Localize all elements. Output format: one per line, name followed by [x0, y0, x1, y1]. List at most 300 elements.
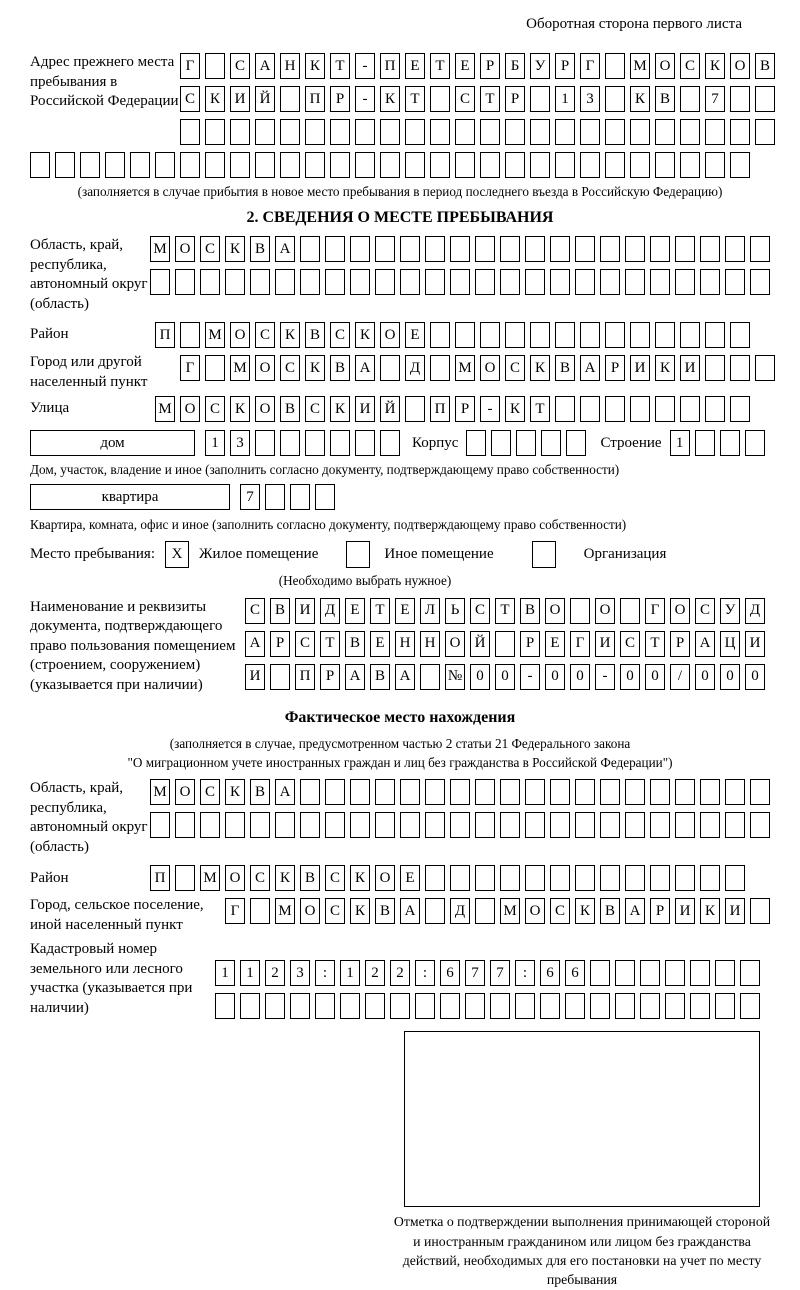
- char-cell[interactable]: К: [355, 322, 375, 348]
- char-cell[interactable]: А: [245, 631, 265, 657]
- char-cell[interactable]: Р: [670, 631, 690, 657]
- char-cell[interactable]: [725, 865, 745, 891]
- char-cell[interactable]: Р: [320, 664, 340, 690]
- char-cell[interactable]: П: [430, 396, 450, 422]
- char-cell[interactable]: [730, 119, 750, 145]
- char-cell[interactable]: К: [205, 86, 225, 112]
- char-cell[interactable]: С: [200, 779, 220, 805]
- char-cell[interactable]: [730, 86, 750, 112]
- char-cell[interactable]: П: [155, 322, 175, 348]
- char-cell[interactable]: [550, 779, 570, 805]
- char-cell[interactable]: Д: [450, 898, 470, 924]
- char-cell[interactable]: [695, 430, 715, 456]
- char-cell[interactable]: 1: [340, 960, 360, 986]
- char-cell[interactable]: В: [520, 598, 540, 624]
- char-cell[interactable]: [620, 598, 640, 624]
- char-cell[interactable]: [455, 119, 475, 145]
- char-cell[interactable]: [625, 865, 645, 891]
- char-cell[interactable]: О: [670, 598, 690, 624]
- char-cell[interactable]: [425, 236, 445, 262]
- char-cell[interactable]: [225, 269, 245, 295]
- char-cell[interactable]: 7: [240, 484, 260, 510]
- char-cell[interactable]: А: [355, 355, 375, 381]
- char-cell[interactable]: [700, 236, 720, 262]
- char-cell[interactable]: №: [445, 664, 465, 690]
- char-cell[interactable]: [630, 119, 650, 145]
- char-cell[interactable]: С: [280, 355, 300, 381]
- char-cell[interactable]: Е: [405, 322, 425, 348]
- char-cell[interactable]: [516, 430, 536, 456]
- char-cell[interactable]: И: [230, 86, 250, 112]
- char-cell[interactable]: [405, 152, 425, 178]
- char-cell[interactable]: [350, 779, 370, 805]
- char-cell[interactable]: [250, 898, 270, 924]
- char-cell[interactable]: [755, 119, 775, 145]
- char-cell[interactable]: [580, 152, 600, 178]
- char-cell[interactable]: О: [255, 355, 275, 381]
- char-cell[interactable]: М: [155, 396, 175, 422]
- char-cell[interactable]: [655, 322, 675, 348]
- char-cell[interactable]: С: [200, 236, 220, 262]
- char-cell[interactable]: Е: [400, 865, 420, 891]
- char-cell[interactable]: [725, 812, 745, 838]
- char-cell[interactable]: [650, 812, 670, 838]
- char-cell[interactable]: [675, 865, 695, 891]
- char-cell[interactable]: [575, 812, 595, 838]
- char-cell[interactable]: [130, 152, 150, 178]
- char-cell[interactable]: [640, 960, 660, 986]
- char-cell[interactable]: [665, 960, 685, 986]
- char-cell[interactable]: [330, 119, 350, 145]
- char-cell[interactable]: [525, 812, 545, 838]
- char-cell[interactable]: О: [545, 598, 565, 624]
- char-cell[interactable]: 2: [365, 960, 385, 986]
- char-cell[interactable]: [705, 152, 725, 178]
- char-cell[interactable]: [450, 269, 470, 295]
- char-cell[interactable]: [300, 269, 320, 295]
- char-cell[interactable]: Д: [320, 598, 340, 624]
- char-cell[interactable]: [690, 993, 710, 1019]
- char-cell[interactable]: [565, 993, 585, 1019]
- char-cell[interactable]: Р: [520, 631, 540, 657]
- char-cell[interactable]: П: [380, 53, 400, 79]
- char-cell[interactable]: [550, 812, 570, 838]
- char-cell[interactable]: [350, 269, 370, 295]
- char-cell[interactable]: С: [325, 865, 345, 891]
- char-cell[interactable]: [205, 53, 225, 79]
- char-cell[interactable]: [750, 779, 770, 805]
- char-cell[interactable]: [680, 322, 700, 348]
- char-cell[interactable]: [530, 152, 550, 178]
- char-cell[interactable]: М: [630, 53, 650, 79]
- char-cell[interactable]: [280, 119, 300, 145]
- char-cell[interactable]: 0: [570, 664, 590, 690]
- char-cell[interactable]: 3: [290, 960, 310, 986]
- char-cell[interactable]: [475, 236, 495, 262]
- char-cell[interactable]: [175, 812, 195, 838]
- char-cell[interactable]: М: [455, 355, 475, 381]
- char-cell[interactable]: К: [225, 236, 245, 262]
- char-cell[interactable]: Г: [645, 598, 665, 624]
- char-cell[interactable]: Н: [395, 631, 415, 657]
- char-cell[interactable]: 7: [490, 960, 510, 986]
- char-cell[interactable]: [505, 119, 525, 145]
- char-cell[interactable]: [330, 152, 350, 178]
- char-cell[interactable]: [630, 152, 650, 178]
- char-cell[interactable]: [675, 779, 695, 805]
- checkbox-organizaciya[interactable]: [532, 541, 556, 568]
- char-cell[interactable]: С: [255, 322, 275, 348]
- char-cell[interactable]: [600, 269, 620, 295]
- char-cell[interactable]: Г: [580, 53, 600, 79]
- char-cell[interactable]: 1: [205, 430, 225, 456]
- char-cell[interactable]: [400, 269, 420, 295]
- char-cell[interactable]: О: [525, 898, 545, 924]
- char-cell[interactable]: В: [755, 53, 775, 79]
- char-cell[interactable]: [675, 236, 695, 262]
- char-cell[interactable]: [175, 865, 195, 891]
- char-cell[interactable]: К: [350, 898, 370, 924]
- char-cell[interactable]: Н: [420, 631, 440, 657]
- char-cell[interactable]: :: [415, 960, 435, 986]
- char-cell[interactable]: [455, 322, 475, 348]
- char-cell[interactable]: 0: [720, 664, 740, 690]
- char-cell[interactable]: 3: [230, 430, 250, 456]
- char-cell[interactable]: Т: [645, 631, 665, 657]
- char-cell[interactable]: С: [620, 631, 640, 657]
- char-cell[interactable]: В: [280, 396, 300, 422]
- char-cell[interactable]: [605, 152, 625, 178]
- char-cell[interactable]: С: [250, 865, 270, 891]
- char-cell[interactable]: [305, 430, 325, 456]
- char-cell[interactable]: М: [150, 236, 170, 262]
- char-cell[interactable]: [230, 152, 250, 178]
- char-cell[interactable]: [180, 152, 200, 178]
- char-cell[interactable]: С: [325, 898, 345, 924]
- char-cell[interactable]: [650, 779, 670, 805]
- char-cell[interactable]: 0: [620, 664, 640, 690]
- char-cell[interactable]: [480, 322, 500, 348]
- char-cell[interactable]: [300, 236, 320, 262]
- char-cell[interactable]: Й: [380, 396, 400, 422]
- char-cell[interactable]: [175, 269, 195, 295]
- char-cell[interactable]: [500, 865, 520, 891]
- char-cell[interactable]: П: [295, 664, 315, 690]
- char-cell[interactable]: К: [380, 86, 400, 112]
- char-cell[interactable]: [745, 430, 765, 456]
- char-cell[interactable]: С: [505, 355, 525, 381]
- char-cell[interactable]: [730, 396, 750, 422]
- char-cell[interactable]: [315, 993, 335, 1019]
- char-cell[interactable]: [715, 960, 735, 986]
- char-cell[interactable]: [440, 993, 460, 1019]
- char-cell[interactable]: М: [230, 355, 250, 381]
- char-cell[interactable]: С: [470, 598, 490, 624]
- char-cell[interactable]: [450, 236, 470, 262]
- char-cell[interactable]: К: [225, 779, 245, 805]
- char-cell[interactable]: [215, 993, 235, 1019]
- char-cell[interactable]: [550, 236, 570, 262]
- char-cell[interactable]: [400, 779, 420, 805]
- char-cell[interactable]: [725, 269, 745, 295]
- char-cell[interactable]: [700, 269, 720, 295]
- char-cell[interactable]: Е: [545, 631, 565, 657]
- char-cell[interactable]: [550, 269, 570, 295]
- char-cell[interactable]: [600, 812, 620, 838]
- char-cell[interactable]: Г: [225, 898, 245, 924]
- char-cell[interactable]: А: [275, 236, 295, 262]
- checkbox-inoe[interactable]: [346, 541, 370, 568]
- char-cell[interactable]: А: [345, 664, 365, 690]
- char-cell[interactable]: [290, 484, 310, 510]
- char-cell[interactable]: [500, 779, 520, 805]
- char-cell[interactable]: [515, 993, 535, 1019]
- char-cell[interactable]: [280, 430, 300, 456]
- char-cell[interactable]: Р: [650, 898, 670, 924]
- char-cell[interactable]: С: [180, 86, 200, 112]
- char-cell[interactable]: И: [245, 664, 265, 690]
- char-cell[interactable]: 0: [695, 664, 715, 690]
- char-cell[interactable]: С: [245, 598, 265, 624]
- char-cell[interactable]: :: [315, 960, 335, 986]
- char-cell[interactable]: [450, 865, 470, 891]
- char-cell[interactable]: А: [400, 898, 420, 924]
- char-cell[interactable]: [390, 993, 410, 1019]
- char-cell[interactable]: К: [230, 396, 250, 422]
- char-cell[interactable]: [375, 236, 395, 262]
- char-cell[interactable]: Е: [395, 598, 415, 624]
- char-cell[interactable]: В: [250, 779, 270, 805]
- char-cell[interactable]: [495, 631, 515, 657]
- char-cell[interactable]: К: [305, 355, 325, 381]
- char-cell[interactable]: [630, 322, 650, 348]
- char-cell[interactable]: [555, 119, 575, 145]
- char-cell[interactable]: О: [230, 322, 250, 348]
- char-cell[interactable]: 0: [495, 664, 515, 690]
- char-cell[interactable]: [755, 355, 775, 381]
- char-cell[interactable]: [640, 993, 660, 1019]
- char-cell[interactable]: И: [630, 355, 650, 381]
- char-cell[interactable]: -: [480, 396, 500, 422]
- char-cell[interactable]: В: [330, 355, 350, 381]
- char-cell[interactable]: [600, 865, 620, 891]
- char-cell[interactable]: 1: [555, 86, 575, 112]
- char-cell[interactable]: -: [595, 664, 615, 690]
- char-cell[interactable]: [425, 812, 445, 838]
- char-cell[interactable]: [615, 960, 635, 986]
- char-cell[interactable]: [730, 322, 750, 348]
- char-cell[interactable]: [420, 664, 440, 690]
- char-cell[interactable]: [541, 430, 561, 456]
- char-cell[interactable]: М: [150, 779, 170, 805]
- checkbox-zhiloe[interactable]: X: [165, 541, 189, 568]
- char-cell[interactable]: [675, 812, 695, 838]
- char-cell[interactable]: И: [745, 631, 765, 657]
- char-cell[interactable]: П: [305, 86, 325, 112]
- char-cell[interactable]: 0: [645, 664, 665, 690]
- char-cell[interactable]: [280, 86, 300, 112]
- char-cell[interactable]: [300, 812, 320, 838]
- char-cell[interactable]: П: [150, 865, 170, 891]
- char-cell[interactable]: Р: [605, 355, 625, 381]
- char-cell[interactable]: О: [255, 396, 275, 422]
- char-cell[interactable]: В: [305, 322, 325, 348]
- char-cell[interactable]: [305, 119, 325, 145]
- char-cell[interactable]: [705, 322, 725, 348]
- char-cell[interactable]: С: [205, 396, 225, 422]
- char-cell[interactable]: К: [530, 355, 550, 381]
- char-cell[interactable]: [590, 960, 610, 986]
- char-cell[interactable]: Д: [405, 355, 425, 381]
- char-cell[interactable]: [615, 993, 635, 1019]
- char-cell[interactable]: [690, 960, 710, 986]
- char-cell[interactable]: [375, 812, 395, 838]
- char-cell[interactable]: [150, 269, 170, 295]
- char-cell[interactable]: Т: [495, 598, 515, 624]
- char-cell[interactable]: Р: [555, 53, 575, 79]
- char-cell[interactable]: [655, 152, 675, 178]
- char-cell[interactable]: [700, 812, 720, 838]
- char-cell[interactable]: 0: [545, 664, 565, 690]
- char-cell[interactable]: [720, 430, 740, 456]
- char-cell[interactable]: [655, 119, 675, 145]
- char-cell[interactable]: [375, 779, 395, 805]
- char-cell[interactable]: [205, 152, 225, 178]
- char-cell[interactable]: [750, 812, 770, 838]
- char-cell[interactable]: [530, 119, 550, 145]
- char-cell[interactable]: [200, 269, 220, 295]
- char-cell[interactable]: Т: [320, 631, 340, 657]
- char-cell[interactable]: [430, 119, 450, 145]
- char-cell[interactable]: [325, 236, 345, 262]
- char-cell[interactable]: К: [575, 898, 595, 924]
- char-cell[interactable]: [415, 993, 435, 1019]
- char-cell[interactable]: [255, 430, 275, 456]
- char-cell[interactable]: [540, 993, 560, 1019]
- char-cell[interactable]: К: [655, 355, 675, 381]
- char-cell[interactable]: О: [300, 898, 320, 924]
- char-cell[interactable]: [315, 484, 335, 510]
- char-cell[interactable]: А: [395, 664, 415, 690]
- char-cell[interactable]: К: [275, 865, 295, 891]
- char-cell[interactable]: [500, 269, 520, 295]
- char-cell[interactable]: [530, 86, 550, 112]
- char-cell[interactable]: [355, 119, 375, 145]
- char-cell[interactable]: [30, 152, 50, 178]
- char-cell[interactable]: [305, 152, 325, 178]
- char-cell[interactable]: [680, 396, 700, 422]
- char-cell[interactable]: С: [330, 322, 350, 348]
- char-cell[interactable]: [400, 812, 420, 838]
- char-cell[interactable]: И: [295, 598, 315, 624]
- char-cell[interactable]: [600, 779, 620, 805]
- char-cell[interactable]: С: [455, 86, 475, 112]
- char-cell[interactable]: В: [300, 865, 320, 891]
- char-cell[interactable]: 1: [240, 960, 260, 986]
- char-cell[interactable]: [530, 322, 550, 348]
- char-cell[interactable]: [255, 119, 275, 145]
- char-cell[interactable]: И: [355, 396, 375, 422]
- char-cell[interactable]: С: [305, 396, 325, 422]
- char-cell[interactable]: [105, 152, 125, 178]
- char-cell[interactable]: [740, 960, 760, 986]
- char-cell[interactable]: [500, 236, 520, 262]
- char-cell[interactable]: [525, 865, 545, 891]
- char-cell[interactable]: [715, 993, 735, 1019]
- char-cell[interactable]: В: [655, 86, 675, 112]
- char-cell[interactable]: [230, 119, 250, 145]
- char-cell[interactable]: О: [380, 322, 400, 348]
- char-cell[interactable]: К: [705, 53, 725, 79]
- char-cell[interactable]: Р: [270, 631, 290, 657]
- char-cell[interactable]: -: [355, 53, 375, 79]
- char-cell[interactable]: А: [580, 355, 600, 381]
- char-cell[interactable]: О: [180, 396, 200, 422]
- char-cell[interactable]: [350, 236, 370, 262]
- char-cell[interactable]: [265, 993, 285, 1019]
- char-cell[interactable]: [625, 812, 645, 838]
- char-cell[interactable]: [205, 355, 225, 381]
- char-cell[interactable]: [430, 86, 450, 112]
- char-cell[interactable]: 6: [565, 960, 585, 986]
- char-cell[interactable]: Т: [330, 53, 350, 79]
- char-cell[interactable]: А: [695, 631, 715, 657]
- char-cell[interactable]: [380, 430, 400, 456]
- char-cell[interactable]: [505, 322, 525, 348]
- char-cell[interactable]: [705, 396, 725, 422]
- char-cell[interactable]: Г: [180, 355, 200, 381]
- char-cell[interactable]: -: [520, 664, 540, 690]
- char-cell[interactable]: О: [225, 865, 245, 891]
- char-cell[interactable]: :: [515, 960, 535, 986]
- char-cell[interactable]: М: [200, 865, 220, 891]
- char-cell[interactable]: О: [595, 598, 615, 624]
- char-cell[interactable]: К: [630, 86, 650, 112]
- char-cell[interactable]: Т: [405, 86, 425, 112]
- char-cell[interactable]: [525, 779, 545, 805]
- char-cell[interactable]: [605, 396, 625, 422]
- char-cell[interactable]: [225, 812, 245, 838]
- char-cell[interactable]: [740, 993, 760, 1019]
- char-cell[interactable]: 3: [580, 86, 600, 112]
- char-cell[interactable]: [325, 269, 345, 295]
- char-cell[interactable]: [425, 865, 445, 891]
- char-cell[interactable]: [600, 236, 620, 262]
- char-cell[interactable]: О: [375, 865, 395, 891]
- char-cell[interactable]: [605, 53, 625, 79]
- char-cell[interactable]: И: [725, 898, 745, 924]
- char-cell[interactable]: [750, 269, 770, 295]
- char-cell[interactable]: Д: [745, 598, 765, 624]
- char-cell[interactable]: [750, 236, 770, 262]
- char-cell[interactable]: [680, 119, 700, 145]
- char-cell[interactable]: 6: [440, 960, 460, 986]
- char-cell[interactable]: [490, 993, 510, 1019]
- char-cell[interactable]: И: [680, 355, 700, 381]
- char-cell[interactable]: [480, 152, 500, 178]
- char-cell[interactable]: Р: [455, 396, 475, 422]
- char-cell[interactable]: 6: [540, 960, 560, 986]
- char-cell[interactable]: Л: [420, 598, 440, 624]
- char-cell[interactable]: Т: [530, 396, 550, 422]
- char-cell[interactable]: Й: [255, 86, 275, 112]
- char-cell[interactable]: Е: [405, 53, 425, 79]
- char-cell[interactable]: [475, 865, 495, 891]
- char-cell[interactable]: В: [375, 898, 395, 924]
- char-cell[interactable]: [240, 993, 260, 1019]
- char-cell[interactable]: [365, 993, 385, 1019]
- char-cell[interactable]: [566, 430, 586, 456]
